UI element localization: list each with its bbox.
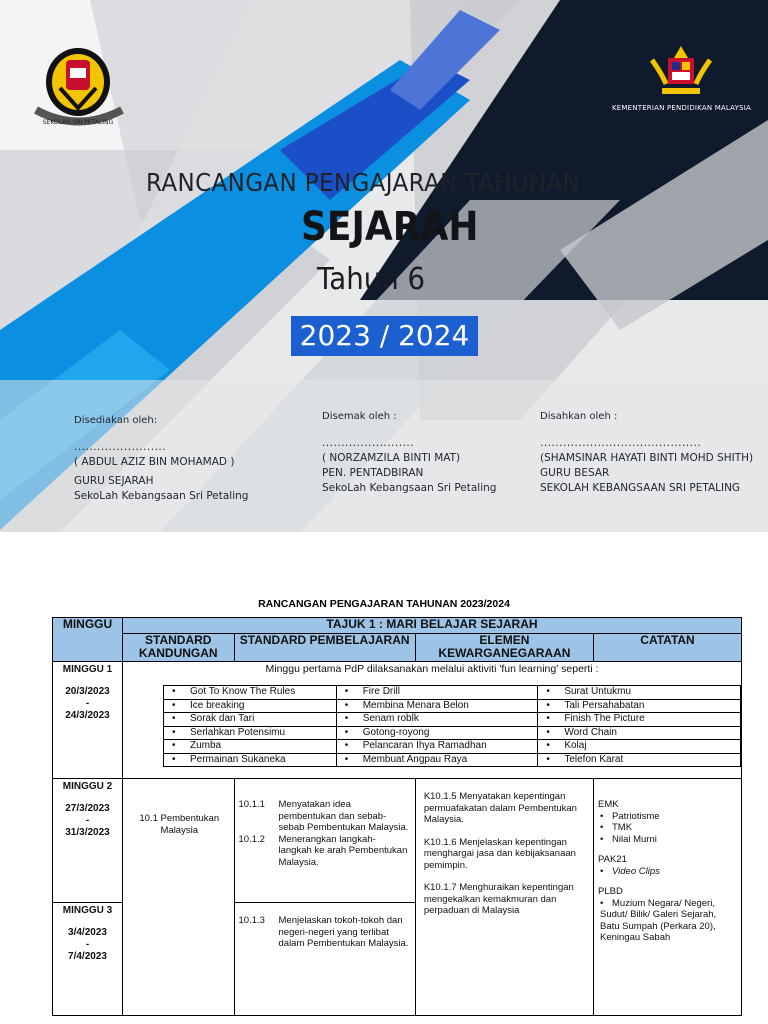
activity-text: Permainan Sukaneka bbox=[190, 753, 286, 765]
week-label: MINGGU 3 bbox=[62, 905, 113, 916]
bullet-icon: • bbox=[546, 740, 550, 752]
activity-text: Pelancaran Ihya Ramadhan bbox=[362, 740, 487, 752]
standard-pembelajaran-week-3 bbox=[234, 903, 415, 1016]
week-3-cell bbox=[53, 903, 123, 1016]
activity-item bbox=[538, 713, 741, 727]
elemen-item: K10.1.7 Menghuraikan kepentingan mengekalkan kemakmuran dan perpaduan di Malaysia bbox=[423, 882, 574, 916]
activity-text: Sorak dan Tari bbox=[190, 713, 255, 725]
activity-text: Ice breaking bbox=[190, 699, 245, 711]
activity-text: Telefon Karat bbox=[564, 753, 624, 765]
activity-text: Membuat Angpau Raya bbox=[362, 753, 468, 765]
bullet-icon: • bbox=[344, 726, 349, 738]
signatory-label: Disemak oleh : bbox=[322, 411, 397, 422]
activity-row bbox=[164, 699, 741, 713]
activity-text: Fire Drill bbox=[362, 686, 400, 698]
signatory-name: (SHAMSINAR HAYATI BINTI MOHD SHITH) bbox=[540, 452, 754, 464]
bullet-icon: • bbox=[546, 713, 550, 725]
bullet-icon: • bbox=[172, 713, 176, 725]
activity-item bbox=[538, 699, 741, 713]
activity-row bbox=[164, 726, 741, 740]
signature-line: .......................................... bbox=[540, 437, 702, 449]
signatory-role: PEN. PENTADBIRAN bbox=[322, 467, 424, 479]
bullet-icon: • bbox=[344, 740, 349, 752]
activity-item bbox=[538, 686, 741, 700]
pak21-label: PAK21 bbox=[598, 854, 627, 865]
activity-text: Senam roblk bbox=[362, 713, 419, 725]
signatory-label: Disahkan oleh : bbox=[540, 411, 618, 422]
activity-item bbox=[336, 686, 538, 700]
signatory-label: Disediakan oleh: bbox=[74, 415, 158, 426]
sp-text: Menerangkan langkah-langkah ke arah Pembentukan Malaysia. bbox=[278, 833, 408, 868]
signatory-approved-by bbox=[540, 409, 753, 496]
activity-text: Surat Untukmu bbox=[564, 686, 632, 698]
standard-kandungan-cell bbox=[123, 779, 235, 1016]
signature-line: ........................ bbox=[74, 441, 167, 453]
signatory-school: SekoLah Kebangsaan Sri Petaling bbox=[322, 482, 497, 494]
activity-text: Got To Know The Rules bbox=[190, 686, 296, 698]
sp-text: Menyatakan idea pembentukan dan sebab-sebab Pembentukan Malaysia. bbox=[278, 799, 409, 833]
signatory-prepared-by bbox=[74, 413, 248, 504]
bullet-icon: • bbox=[546, 686, 550, 698]
sp-number: 10.1.2 bbox=[238, 833, 265, 845]
signatory-reviewed-by bbox=[322, 409, 496, 496]
standard-kandungan-text: 10.1 Pembentukan Malaysia bbox=[139, 813, 220, 836]
plan-title: RANCANGAN PENGAJARAN TAHUNAN bbox=[146, 168, 581, 197]
week-end-date: 31/3/2023 bbox=[65, 827, 110, 838]
bullet-icon: • bbox=[172, 753, 176, 765]
date-separator: - bbox=[85, 939, 90, 950]
ministry-name: KEMENTERIAN PENDIDIKAN MALAYSIA bbox=[612, 104, 752, 112]
plbd-item: • Muzium Negara/ Negeri, Sudut/ Bilik/ Galeri Sejarah, Batu Sumpah (Perkara 20), Keningau Sabah bbox=[600, 898, 735, 944]
activity-item bbox=[336, 699, 538, 713]
week-1-activities-cell bbox=[123, 662, 742, 779]
elemen-kewarganegaraan-cell bbox=[415, 779, 593, 1016]
pak21-list bbox=[600, 866, 735, 878]
activity-item bbox=[538, 753, 741, 767]
bullet-icon: • bbox=[344, 699, 349, 711]
activity-item bbox=[336, 753, 538, 767]
activity-text: Serlahkan Potensimu bbox=[190, 726, 286, 738]
pak21-item: • Video Clips bbox=[600, 866, 735, 878]
activity-item bbox=[164, 726, 337, 740]
svg-text:SEKOLAH SRI PETALING: SEKOLAH SRI PETALING bbox=[42, 119, 114, 126]
header-standard-pembelajaran: STANDARD PEMBELAJARAN bbox=[234, 634, 415, 662]
activity-item bbox=[164, 699, 337, 713]
ministry-coat-of-arms-logo bbox=[644, 44, 718, 100]
week-start-date: 3/4/2023 bbox=[68, 927, 107, 938]
signatory-role: GURU SEJARAH bbox=[74, 475, 154, 487]
sp-text: Menjelaskan tokoh-tokoh dan negeri-negeri yang terlibat dalam Pembentukan Malaysia. bbox=[278, 915, 409, 949]
bullet-icon: • bbox=[344, 753, 349, 765]
plbd-label: PLBD bbox=[598, 886, 623, 897]
activity-row bbox=[164, 713, 741, 727]
document-title: RANCANGAN PENGAJARAN TAHUNAN 2023/2024 bbox=[258, 598, 510, 610]
activity-row bbox=[164, 686, 741, 700]
emk-label: EMK bbox=[598, 799, 619, 810]
date-separator: - bbox=[85, 815, 90, 826]
plbd-list bbox=[600, 898, 735, 944]
bullet-icon: • bbox=[546, 726, 550, 738]
activity-text: Finish The Picture bbox=[564, 713, 645, 725]
week-label: MINGGU 1 bbox=[62, 664, 113, 675]
week-2-cell bbox=[53, 779, 123, 903]
activity-item bbox=[164, 740, 337, 754]
week-label: MINGGU 2 bbox=[62, 781, 113, 792]
grade-label: Tahun 6 bbox=[317, 262, 426, 297]
signature-line: ........................ bbox=[322, 437, 415, 449]
activity-item bbox=[336, 713, 538, 727]
signatory-name: ( ABDUL AZIZ BIN MOHAMAD ) bbox=[74, 456, 235, 468]
elemen-item: K10.1.6 Menjelaskan kepentingan menghargai jasa dan kebijaksanaan pemimpin. bbox=[423, 836, 576, 871]
emk-item: • Nilai Murni bbox=[600, 834, 735, 846]
activity-text: Gotong-royong bbox=[362, 726, 430, 738]
signatory-school: SekoLah Kebangsaan Sri Petaling bbox=[74, 490, 249, 502]
header-minggu: MINGGU bbox=[53, 618, 123, 662]
activity-item bbox=[538, 726, 741, 740]
fun-learning-activities-table bbox=[163, 685, 741, 767]
activity-row bbox=[164, 740, 741, 754]
bullet-icon: • bbox=[344, 713, 349, 725]
week-end-date: 24/3/2023 bbox=[65, 710, 110, 721]
elemen-item: K10.1.5 Menyatakan kepentingan permuafakatan dalam Pembentukan Malaysia. bbox=[423, 791, 577, 825]
signatory-school: SEKOLAH KEBANGSAAN SRI PETALING bbox=[540, 482, 741, 494]
sp-number: 10.1.1 bbox=[238, 799, 265, 810]
emk-item: • Patriotisme bbox=[600, 811, 735, 823]
activity-item bbox=[538, 740, 741, 754]
activity-text: Membina Menara Belon bbox=[362, 699, 469, 711]
activity-item bbox=[164, 686, 337, 700]
bullet-icon: • bbox=[172, 726, 176, 738]
activity-text: Word Chain bbox=[564, 726, 617, 738]
sp-item bbox=[239, 799, 409, 834]
activity-text: Kolaj bbox=[564, 740, 587, 752]
header-standard-kandungan: STANDARD KANDUNGAN bbox=[123, 634, 235, 662]
activity-item bbox=[336, 726, 538, 740]
emk-list bbox=[600, 811, 735, 846]
signatory-role: GURU BESAR bbox=[540, 467, 610, 479]
activity-row bbox=[164, 753, 741, 767]
date-separator: - bbox=[85, 698, 90, 709]
emk-item: • TMK bbox=[600, 822, 735, 834]
signatory-name: ( NORZAMZILA BINTI MAT) bbox=[322, 452, 461, 464]
activity-text: Tali Persahabatan bbox=[564, 699, 645, 711]
lesson-plan-table bbox=[52, 617, 742, 1016]
standard-pembelajaran-week-2 bbox=[234, 779, 415, 903]
school-crest-logo bbox=[30, 38, 130, 130]
bullet-icon: • bbox=[344, 686, 349, 698]
activity-item bbox=[164, 713, 337, 727]
bullet-icon: • bbox=[546, 699, 550, 711]
week-1-cell bbox=[53, 662, 123, 779]
sp-item bbox=[239, 834, 409, 869]
week-start-date: 27/3/2023 bbox=[65, 803, 110, 814]
bullet-icon: • bbox=[172, 699, 176, 711]
academic-year-badge: 2023 / 2024 bbox=[291, 316, 478, 356]
activity-item bbox=[164, 753, 337, 767]
subject-title: SEJARAH bbox=[301, 204, 479, 250]
header-tajuk: TAJUK 1 : MARI BELAJAR SEJARAH bbox=[123, 618, 742, 634]
week-start-date: 20/3/2023 bbox=[65, 686, 110, 697]
bullet-icon: • bbox=[172, 740, 176, 752]
header-catatan: CATATAN bbox=[594, 634, 742, 662]
header-elemen-kewarganegaraan: ELEMEN KEWARGANEGARAAN bbox=[415, 634, 593, 662]
week-end-date: 7/4/2023 bbox=[68, 951, 107, 962]
sp-item bbox=[239, 915, 409, 950]
catatan-cell bbox=[594, 779, 742, 1016]
activity-item bbox=[336, 740, 538, 754]
week-1-intro: Minggu pertama PdP dilaksanakan melalui aktiviti 'fun learning' seperti : bbox=[265, 663, 599, 675]
bullet-icon: • bbox=[546, 753, 550, 765]
sp-number: 10.1.3 bbox=[238, 915, 265, 926]
activity-text: Zumba bbox=[190, 740, 222, 752]
bullet-icon: • bbox=[172, 686, 176, 698]
